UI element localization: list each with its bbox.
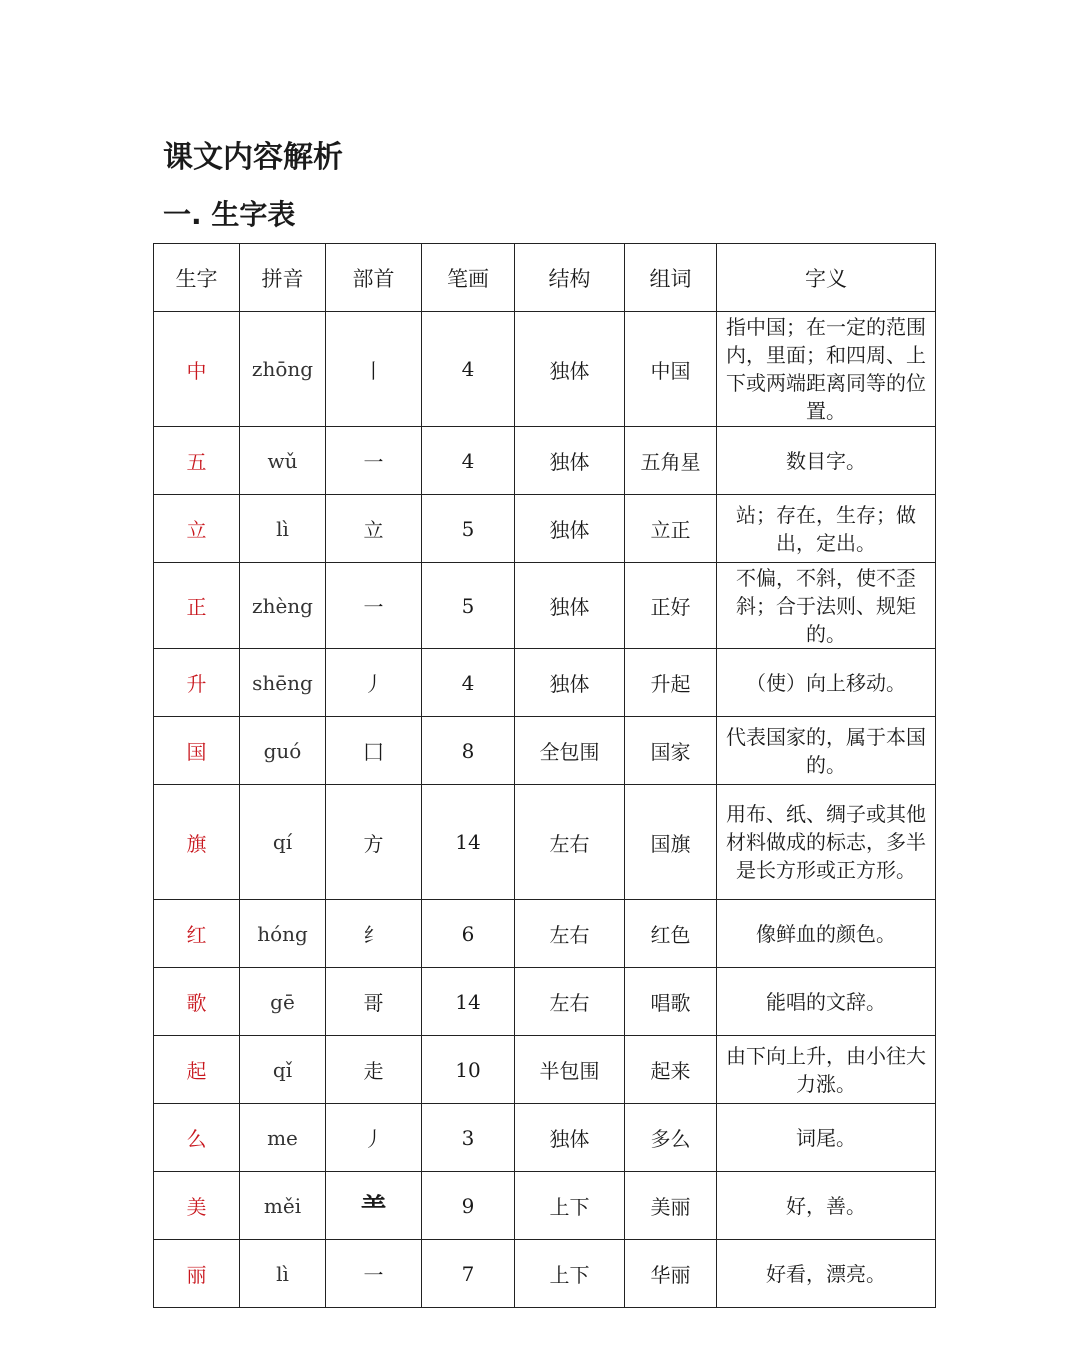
cell-pinyin: lì [240, 495, 326, 563]
cell-word: 起来 [625, 1036, 717, 1104]
table-row [154, 312, 936, 427]
cell-structure: 左右 [515, 785, 625, 900]
cell-meaning: 像鲜血的颜色。 [717, 900, 936, 968]
cell-char: 正 [154, 563, 240, 649]
vocabulary-table [153, 243, 936, 1308]
cell-char: 升 [154, 649, 240, 717]
table-header-row [154, 244, 936, 312]
cell-char: 么 [154, 1104, 240, 1172]
cell-char: 起 [154, 1036, 240, 1104]
cell-radical: 纟 [326, 900, 422, 968]
table-row [154, 717, 936, 785]
table-row [154, 968, 936, 1036]
cell-pinyin: me [240, 1104, 326, 1172]
cell-word: 国旗 [625, 785, 717, 900]
header-pinyin: 拼音 [240, 244, 326, 312]
cell-meaning: （使）向上移动。 [717, 649, 936, 717]
cell-radical: 哥 [326, 968, 422, 1036]
cell-char: 五 [154, 427, 240, 495]
cell-structure: 独体 [515, 649, 625, 717]
cell-strokes: 10 [422, 1036, 515, 1104]
cell-pinyin: gē [240, 968, 326, 1036]
cell-strokes: 3 [422, 1104, 515, 1172]
cell-word: 红色 [625, 900, 717, 968]
cell-radical: 一 [326, 1240, 422, 1308]
cell-meaning: 能唱的文辞。 [717, 968, 936, 1036]
table-row [154, 785, 936, 900]
header-radical: 部首 [326, 244, 422, 312]
cell-char: 丽 [154, 1240, 240, 1308]
table-row [154, 427, 936, 495]
cell-meaning: 指中国；在一定的范围内，里面；和四周、上下或两端距离同等的位置。 [717, 312, 936, 427]
cell-char: 旗 [154, 785, 240, 900]
cell-word: 美丽 [625, 1172, 717, 1240]
cell-radical: 方 [326, 785, 422, 900]
header-structure: 结构 [515, 244, 625, 312]
cell-strokes: 6 [422, 900, 515, 968]
cell-meaning: 数目字。 [717, 427, 936, 495]
cell-radical: 走 [326, 1036, 422, 1104]
cell-strokes: 5 [422, 563, 515, 649]
cell-char: 国 [154, 717, 240, 785]
table-row [154, 495, 936, 563]
table-row [154, 900, 936, 968]
cell-word: 五角星 [625, 427, 717, 495]
cell-radical: 一 [326, 563, 422, 649]
cell-char: 中 [154, 312, 240, 427]
cell-word: 正好 [625, 563, 717, 649]
cell-meaning: 好看，漂亮。 [717, 1240, 936, 1308]
cell-strokes: 4 [422, 427, 515, 495]
cell-strokes: 14 [422, 785, 515, 900]
cell-pinyin: zhōng [240, 312, 326, 427]
header-char: 生字 [154, 244, 240, 312]
header-strokes: 笔画 [422, 244, 515, 312]
cell-word: 华丽 [625, 1240, 717, 1308]
cell-pinyin: guó [240, 717, 326, 785]
table-row [154, 1036, 936, 1104]
cell-word: 立正 [625, 495, 717, 563]
cell-word: 升起 [625, 649, 717, 717]
cell-char: 美 [154, 1172, 240, 1240]
cell-radical: ⺷ [326, 1172, 422, 1240]
cell-word: 唱歌 [625, 968, 717, 1036]
table-row [154, 1172, 936, 1240]
table-row [154, 563, 936, 649]
cell-char: 红 [154, 900, 240, 968]
cell-structure: 半包围 [515, 1036, 625, 1104]
cell-pinyin: lì [240, 1240, 326, 1308]
cell-strokes: 8 [422, 717, 515, 785]
header-meaning: 字义 [717, 244, 936, 312]
cell-structure: 左右 [515, 900, 625, 968]
cell-pinyin: zhèng [240, 563, 326, 649]
cell-structure: 左右 [515, 968, 625, 1036]
cell-meaning: 用布、纸、绸子或其他材料做成的标志，多半是长方形或正方形。 [717, 785, 936, 900]
cell-word: 国家 [625, 717, 717, 785]
cell-meaning: 站；存在，生存；做出，定出。 [717, 495, 936, 563]
table-row [154, 649, 936, 717]
cell-structure: 全包围 [515, 717, 625, 785]
cell-radical: 一 [326, 427, 422, 495]
cell-strokes: 14 [422, 968, 515, 1036]
cell-structure: 上下 [515, 1240, 625, 1308]
cell-meaning: 词尾。 [717, 1104, 936, 1172]
cell-structure: 独体 [515, 563, 625, 649]
cell-radical: 丿 [326, 1104, 422, 1172]
cell-meaning: 好，善。 [717, 1172, 936, 1240]
header-word: 组词 [625, 244, 717, 312]
cell-word: 多么 [625, 1104, 717, 1172]
cell-pinyin: shēng [240, 649, 326, 717]
cell-meaning: 代表国家的，属于本国的。 [717, 717, 936, 785]
cell-char: 立 [154, 495, 240, 563]
cell-radical: 囗 [326, 717, 422, 785]
cell-strokes: 5 [422, 495, 515, 563]
table-row [154, 1104, 936, 1172]
cell-strokes: 9 [422, 1172, 515, 1240]
cell-pinyin: hóng [240, 900, 326, 968]
cell-strokes: 4 [422, 312, 515, 427]
cell-pinyin: wǔ [240, 427, 326, 495]
cell-structure: 独体 [515, 1104, 625, 1172]
cell-word: 中国 [625, 312, 717, 427]
table-row [154, 1240, 936, 1308]
cell-strokes: 4 [422, 649, 515, 717]
cell-strokes: 7 [422, 1240, 515, 1308]
cell-radical: 丿 [326, 649, 422, 717]
cell-structure: 独体 [515, 495, 625, 563]
cell-structure: 独体 [515, 312, 625, 427]
page-title: 课文内容解析 [163, 140, 343, 175]
cell-pinyin: qǐ [240, 1036, 326, 1104]
cell-pinyin: měi [240, 1172, 326, 1240]
section-title: 一. 生字表 [163, 198, 296, 231]
cell-char: 歌 [154, 968, 240, 1036]
cell-meaning: 不偏，不斜，使不歪斜；合于法则、规矩的。 [717, 563, 936, 649]
cell-meaning: 由下向上升，由小往大力涨。 [717, 1036, 936, 1104]
cell-radical: 立 [326, 495, 422, 563]
cell-radical: 丨 [326, 312, 422, 427]
cell-pinyin: qí [240, 785, 326, 900]
cell-structure: 独体 [515, 427, 625, 495]
cell-structure: 上下 [515, 1172, 625, 1240]
